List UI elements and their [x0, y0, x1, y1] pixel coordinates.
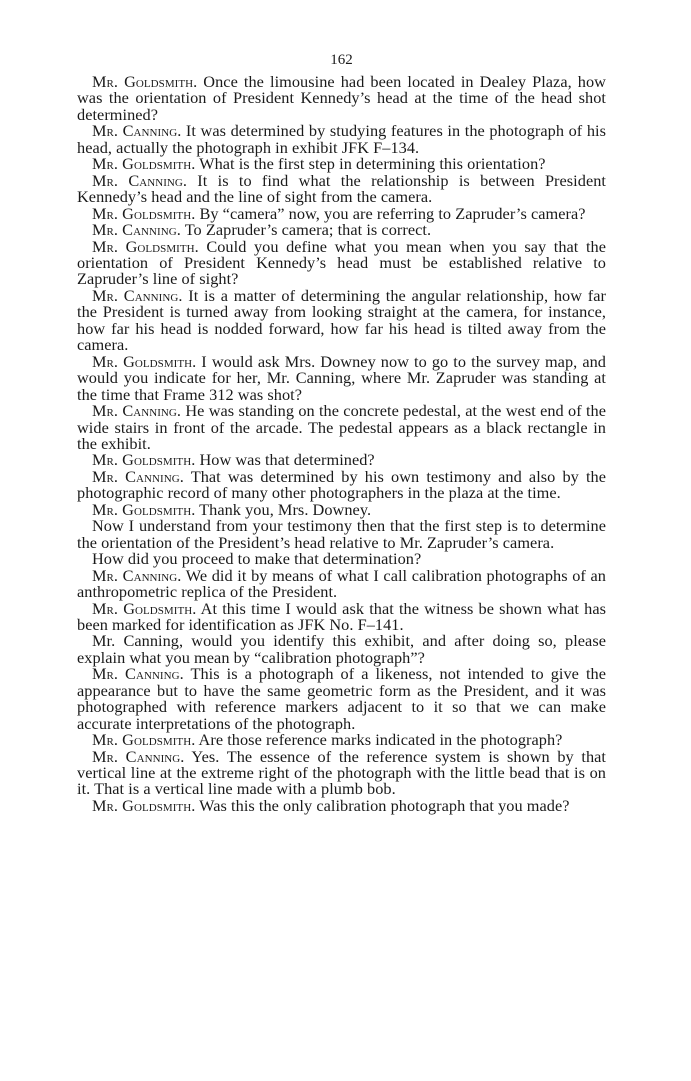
speaker-name: Mr. Goldsmith. — [92, 72, 198, 91]
page-number: 162 — [330, 52, 353, 68]
transcript-paragraph — [77, 466, 606, 503]
speaker-name: Mr. Canning. — [92, 170, 188, 190]
paragraph-text: Are those reference marks indicated in the photograph? — [195, 730, 563, 750]
paragraph-text: Yes. The essence of the reference system is shown by that vertical line at the extreme right of the photograph with the little bead that is on it. That is a vertical line made with a plumb bob. — [77, 746, 606, 799]
transcript-paragraph — [77, 236, 606, 289]
speaker-name: Mr. Canning. — [92, 565, 182, 585]
transcript-paragraph — [77, 351, 606, 404]
transcript-paragraph — [77, 795, 606, 815]
paragraph-text: What is the first step in determining this orientation? — [195, 154, 546, 174]
speaker-name: Mr. Goldsmith. — [92, 795, 196, 815]
transcript-paragraph — [77, 170, 606, 207]
paragraph-text: This is a photograph of a likeness, not intended to give the appearance but to have the same geometric form as the President, and it was photographed with reference markers adjacent to it so that we can make accurate interpretations of the photograph. — [77, 664, 606, 733]
paragraph-text: It is a matter of determining the angular relationship, how far the President is turned away from looking straight at the camera, for instance, how far his head is nodded forward, how far his head is tilted away from the camera. — [77, 285, 606, 355]
paragraph-text: At this time I would ask that the witness be shown what has been marked for identification as JFK No. F–141. — [77, 598, 606, 634]
speaker-name: Mr. Goldsmith. — [92, 450, 196, 470]
transcript-paragraph — [77, 565, 606, 602]
paragraph-text: Thank you, Mrs. Downey. — [195, 499, 372, 519]
paragraph-text: How was that determined? — [195, 450, 375, 470]
speaker-name: Mr. Goldsmith. — [92, 203, 196, 223]
speaker-name: Mr. Canning. — [92, 746, 185, 766]
paragraph-text: It is to find what the relationship is between President Kennedy’s head and the line of sight from the camera. — [77, 170, 606, 207]
speaker-name: Mr. Canning. — [92, 220, 181, 240]
speaker-name: Mr. Canning. — [92, 285, 183, 305]
document-page — [77, 52, 606, 814]
paragraph-text: That was determined by his own testimony and also by the photographic record of many other photographers in the plaza at the time. — [77, 466, 606, 503]
transcript-body — [77, 74, 606, 814]
paragraph-text: Now I understand from your testimony then that the first step is to determine the orientation of the President’s head relative to Mr. Zapruder’s camera. — [77, 516, 606, 552]
transcript-paragraph — [77, 285, 606, 355]
transcript-paragraph — [77, 74, 606, 123]
speaker-name: Mr. Canning. — [92, 121, 182, 141]
speaker-name: Mr. Canning. — [92, 664, 184, 684]
transcript-paragraph — [77, 598, 606, 634]
transcript-paragraph — [77, 746, 606, 799]
paragraph-text: How did you proceed to make that determination? — [92, 549, 422, 569]
paragraph-text: It was determined by studying features in the photograph of his head, actually the photograph in exhibit JFK F–134. — [77, 121, 606, 157]
transcript-paragraph — [77, 518, 606, 551]
speaker-name: Mr. Goldsmith. — [92, 499, 196, 519]
speaker-name: Mr. Goldsmith. — [92, 351, 197, 371]
paragraph-text: He was standing on the concrete pedestal, at the west end of the wide stairs in front of the arcade. The pedestal appears as a black rectangle in the exhibit. — [77, 401, 606, 453]
speaker-name: Mr. Canning. — [92, 401, 182, 421]
paragraph-text: We did it by means of what I call calibration photographs of an anthropometric replica of the President. — [77, 565, 606, 602]
paragraph-text: Was this the only calibration photograph that you made? — [195, 795, 570, 815]
transcript-paragraph — [77, 633, 606, 666]
speaker-name: Mr. Goldsmith. — [92, 598, 197, 618]
paragraph-text: I would ask Mrs. Downey now to go to the survey map, and would you indicate for her, Mr. Canning, where Mr. Zapruder was standing at the time that Frame 312 was shot? — [77, 351, 606, 404]
transcript-paragraph — [77, 123, 606, 156]
paragraph-text: To Zapruder’s camera; that is correct. — [180, 220, 432, 240]
paragraph-text: Could you define what you mean when you say that the orientation of President Kennedy’s head must be established relative to Zapruder’s line of sight? — [77, 236, 606, 289]
paragraph-text: Mr. Canning, would you identify this exhibit, and after doing so, please explain what you mean by “calibration photograph”? — [77, 631, 606, 667]
speaker-name: Mr. Canning. — [92, 466, 184, 486]
paragraph-text: Once the limousine had been located in Dealey Plaza, how was the orientation of President Kennedy’s head at the time of the head shot determined? — [77, 72, 606, 124]
transcript-paragraph — [77, 403, 606, 452]
speaker-name: Mr. Goldsmith. — [92, 730, 196, 750]
speaker-name: Mr. Goldsmith. — [92, 154, 196, 174]
speaker-name: Mr. Goldsmith. — [92, 236, 199, 256]
transcript-paragraph — [77, 666, 606, 732]
paragraph-text: By “camera” now, you are referring to Zapruder’s camera? — [195, 203, 586, 223]
